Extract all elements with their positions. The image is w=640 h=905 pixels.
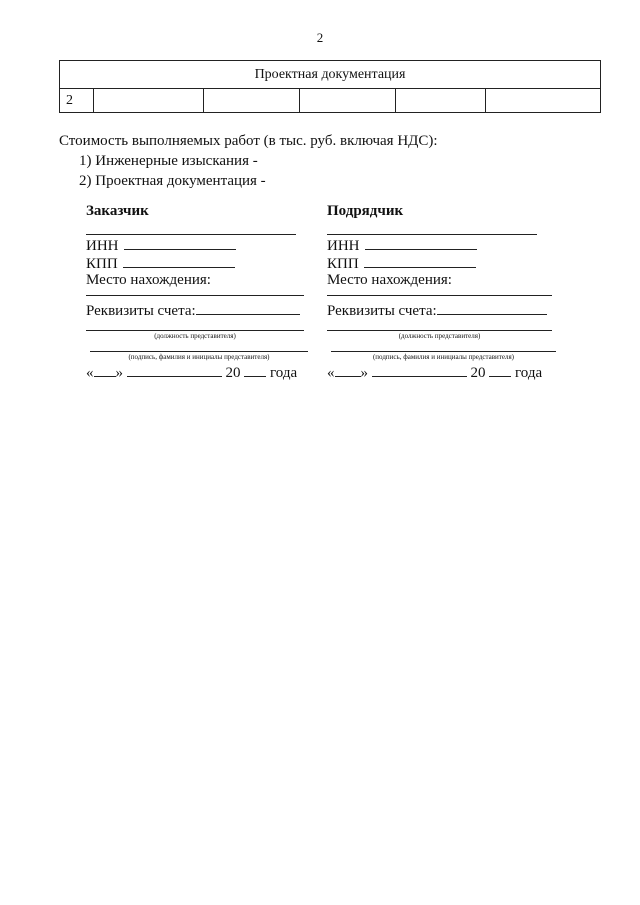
customer-day-input[interactable] [94, 362, 116, 377]
customer-block [86, 200, 316, 380]
contractor-location-label: Место нахождения: [327, 272, 452, 288]
contractor-position-caption: (должность представителя) [327, 330, 552, 341]
customer-kpp-input[interactable] [123, 253, 235, 268]
table-header-cell: Проектная документация [60, 61, 601, 89]
customer-inn-input[interactable] [124, 235, 236, 250]
contractor-year-input[interactable] [489, 362, 511, 377]
contractor-bank-input[interactable] [437, 300, 547, 315]
table-cell [300, 89, 396, 113]
kpp-label: КПП [327, 256, 359, 272]
table-row [60, 89, 601, 113]
customer-location-input[interactable] [86, 289, 304, 296]
year-suffix: года [515, 365, 543, 381]
kpp-label: КПП [86, 256, 118, 272]
page-number: 2 [316, 30, 324, 45]
inn-label: ИНН [327, 238, 360, 254]
year-prefix: 20 [225, 365, 241, 381]
bank-label: Реквизиты счета: [327, 303, 437, 319]
quote-close: » [115, 365, 123, 381]
table-cell [486, 89, 601, 113]
contractor-kpp-field [327, 253, 563, 271]
table-cell [396, 89, 486, 113]
customer-bank-input[interactable] [196, 300, 300, 315]
customer-bank-field [86, 300, 316, 318]
quote-open: « [327, 365, 335, 381]
contractor-month-input[interactable] [372, 362, 467, 377]
contractor-name-line[interactable] [327, 224, 537, 235]
customer-month-input[interactable] [127, 362, 222, 377]
contractor-location-input[interactable] [327, 289, 552, 296]
table-cell [94, 89, 204, 113]
customer-name-line[interactable] [86, 224, 296, 235]
customer-date-line [86, 362, 316, 380]
contractor-inn-field [327, 235, 563, 253]
table-cell [204, 89, 300, 113]
bank-label: Реквизиты счета: [86, 303, 196, 319]
cost-item-surveys: 1) Инженерные изыскания - [79, 153, 258, 169]
cost-intro: Стоимость выполняемых работ (в тыс. руб. включая НДС): [59, 133, 438, 149]
quote-open: « [86, 365, 94, 381]
contractor-title: Подрядчик [327, 203, 404, 219]
year-suffix: года [270, 365, 298, 381]
customer-title: Заказчик [86, 203, 149, 219]
customer-kpp-field [86, 253, 316, 271]
contractor-signature-caption: (подпись, фамилия и инициалы представителя) [331, 351, 556, 362]
contractor-date-line [327, 362, 563, 380]
contractor-bank-field [327, 300, 563, 318]
cost-section [59, 131, 438, 191]
quote-close: » [360, 365, 368, 381]
customer-position-caption: (должность представителя) [86, 330, 304, 341]
contractor-block [327, 200, 563, 380]
contractor-day-input[interactable] [335, 362, 361, 377]
contractor-kpp-input[interactable] [364, 253, 476, 268]
row-number-cell: 2 [60, 89, 94, 113]
table-header-row [60, 61, 601, 89]
inn-label: ИНН [86, 238, 119, 254]
contractor-inn-input[interactable] [365, 235, 477, 250]
work-table [59, 60, 601, 113]
customer-location-label: Место нахождения: [86, 272, 211, 288]
year-prefix: 20 [470, 365, 486, 381]
customer-year-input[interactable] [244, 362, 266, 377]
customer-signature-caption: (подпись, фамилия и инициалы представителя) [90, 351, 308, 362]
cost-item-design: 2) Проектная документация - [79, 173, 266, 189]
customer-inn-field [86, 235, 316, 253]
